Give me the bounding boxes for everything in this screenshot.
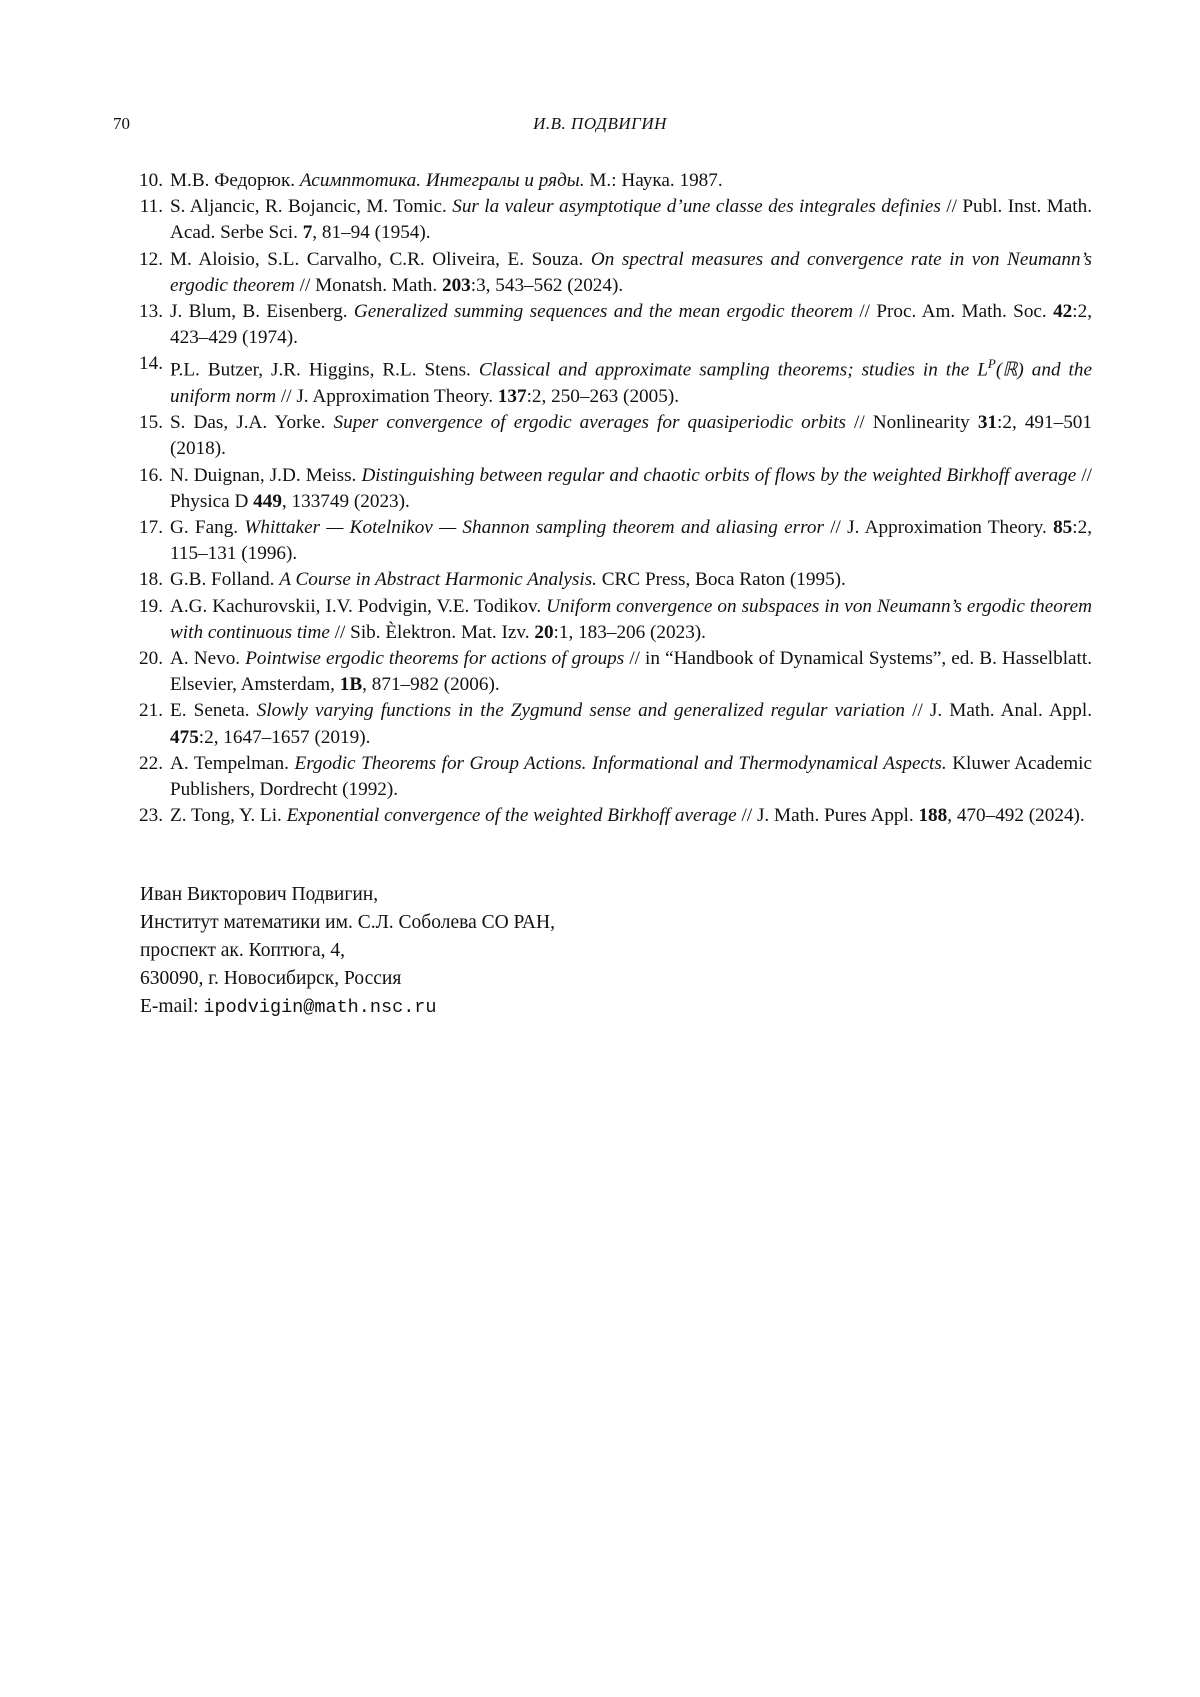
reference-source: М.: Наука. 1987. bbox=[584, 170, 723, 191]
reference-pages-year: :1, 183–206 (2023). bbox=[553, 621, 706, 643]
reference-item bbox=[125, 463, 1092, 515]
reference-pages-year: :2, 115–131 (1996). bbox=[170, 517, 1092, 565]
reference-authors: A. Nevo. bbox=[170, 648, 246, 670]
reference-item bbox=[125, 410, 1092, 462]
reference-number: 14. bbox=[139, 353, 163, 375]
reference-pages-year: :2, 491–501 (2018). bbox=[170, 412, 1092, 460]
reference-source: // J. Approximation Theory. bbox=[276, 386, 498, 408]
reference-source: // J. Approximation Theory. bbox=[823, 517, 1054, 539]
reference-item bbox=[125, 168, 1092, 194]
reference-volume: 31 bbox=[977, 412, 998, 434]
reference-title: Ergodic Theorems for Group Actions. Informational and Thermodynamical Aspects. bbox=[294, 752, 947, 774]
page-number: 70 bbox=[113, 114, 130, 133]
author-institution: Институт математики им. С.Л. Соболева СО РАН, bbox=[140, 912, 555, 933]
reference-pages-year: , 871–982 (2006). bbox=[362, 674, 500, 696]
reference-title: Classical and approximate sampling theorems; studies in the L bbox=[478, 359, 988, 381]
reference-title: On spectral measures and convergence rate in von Neumann’s ergodic theorem bbox=[170, 248, 1092, 296]
reference-pages-year: , 470–492 (2024). bbox=[947, 805, 1085, 827]
reference-title: Uniform convergence on subspaces in von Neumann’s ergodic theorem with continuous time bbox=[170, 595, 1092, 643]
reference-volume: 188 bbox=[918, 805, 948, 827]
reference-title: Pointwise ergodic theorems for actions of groups bbox=[245, 648, 625, 670]
reference-pages-year: :2, 1647–1657 (2019). bbox=[198, 726, 371, 748]
reference-authors: A.G. Kachurovskii, I.V. Podvigin, V.E. Todikov. bbox=[170, 595, 547, 617]
reference-number: 21. bbox=[139, 700, 163, 722]
reference-authors: G. Fang. bbox=[170, 517, 245, 539]
reference-pages-year: :2, 423–429 (1974). bbox=[170, 301, 1092, 349]
reference-title: Асимптотика. Интегралы и ряды. bbox=[299, 170, 585, 191]
reference-source: // J. Math. Anal. Appl. bbox=[904, 700, 1092, 722]
author-city: 630090, г. Новосибирск, Россия bbox=[140, 968, 402, 989]
reference-authors: M. Aloisio, S.L. Carvalho, C.R. Oliveira, E. Souza. bbox=[170, 248, 591, 270]
reference-item bbox=[125, 247, 1092, 299]
reference-item bbox=[125, 299, 1092, 351]
reference-authors: М.В. Федорюк. bbox=[170, 170, 300, 191]
reference-list bbox=[125, 168, 1092, 829]
reference-item bbox=[125, 594, 1092, 646]
reference-number: 11. bbox=[139, 196, 163, 218]
reference-pages-year: , 81–94 (1954). bbox=[312, 222, 431, 244]
email-label: E-mail: bbox=[140, 996, 204, 1017]
reference-item bbox=[125, 646, 1092, 698]
reference-item bbox=[125, 194, 1092, 246]
reference-title: Generalized summing sequences and the mean ergodic theorem bbox=[353, 301, 853, 323]
author-email-line bbox=[140, 993, 555, 1022]
reference-title-continued: (ℝ) and the uniform norm bbox=[170, 359, 1092, 408]
reference-number: 15. bbox=[139, 412, 163, 434]
reference-number: 20. bbox=[139, 648, 163, 670]
reference-title: Exponential convergence of the weighted Birkhoff average bbox=[286, 805, 737, 827]
reference-source: // Sib. Èlektron. Mat. Izv. bbox=[329, 621, 535, 643]
reference-item bbox=[125, 351, 1092, 410]
reference-volume: 7 bbox=[302, 222, 313, 244]
reference-pages-year: :2, 250–263 (2005). bbox=[526, 386, 680, 408]
reference-number: 22. bbox=[139, 752, 163, 774]
reference-item bbox=[125, 751, 1092, 803]
reference-source: // Proc. Am. Math. Soc. bbox=[852, 301, 1054, 323]
reference-item bbox=[125, 698, 1092, 750]
reference-volume: 203 bbox=[441, 274, 471, 296]
reference-number: 18. bbox=[139, 569, 163, 591]
reference-volume: 449 bbox=[253, 490, 282, 512]
author-street: проспект ак. Коптюга, 4, bbox=[140, 940, 345, 961]
reference-volume: 42 bbox=[1053, 301, 1073, 323]
reference-authors: N. Duignan, J.D. Meiss. bbox=[170, 464, 362, 486]
reference-authors: Z. Tong, Y. Li. bbox=[170, 805, 287, 827]
reference-source: // Publ. Inst. Math. Acad. Serbe Sci. bbox=[170, 196, 1092, 244]
reference-source: // Nonlinearity bbox=[845, 412, 978, 434]
reference-title: Distinguishing between regular and chaotic orbits of flows by the weighted Birkhoff average bbox=[361, 464, 1077, 486]
reference-authors: S. Aljancic, R. Bojancic, M. Tomic. bbox=[170, 196, 453, 218]
reference-pages-year: , 133749 (2023). bbox=[281, 490, 410, 512]
reference-title: Slowly varying functions in the Zygmund sense and generalized regular variation bbox=[256, 700, 905, 722]
reference-number: 12. bbox=[139, 248, 163, 270]
reference-volume: 475 bbox=[170, 726, 199, 748]
reference-source: // in “Handbook of Dynamical Systems”, ed. B. Hasselblatt. Elsevier, Amsterdam, bbox=[170, 648, 1093, 696]
reference-source: // Physica D bbox=[170, 464, 1093, 512]
reference-superscript: P bbox=[987, 356, 996, 372]
reference-item bbox=[125, 803, 1092, 829]
reference-title: Whittaker — Kotelnikov — Shannon sampling theorem and aliasing error bbox=[244, 517, 824, 539]
email-address[interactable]: ipodvigin@math.nsc.ru bbox=[203, 997, 437, 1018]
reference-number: 19. bbox=[139, 595, 163, 617]
reference-source: Kluwer Academic Publishers, Dordrecht (1992). bbox=[170, 752, 1092, 801]
reference-number: 23. bbox=[139, 805, 163, 827]
reference-number: 13. bbox=[139, 301, 163, 323]
reference-authors: J. Blum, B. Eisenberg. bbox=[170, 301, 354, 323]
reference-source: // J. Math. Pures Appl. bbox=[736, 805, 919, 827]
reference-number: 16. bbox=[139, 464, 163, 486]
reference-item bbox=[125, 567, 1092, 593]
reference-item bbox=[125, 515, 1092, 567]
reference-title: Sur la valeur asymptotique d’une classe des integrales definies bbox=[452, 196, 941, 218]
reference-authors: S. Das, J.A. Yorke. bbox=[170, 412, 334, 434]
reference-authors: A. Tempelman. bbox=[170, 752, 295, 774]
reference-number: 10. bbox=[139, 170, 163, 191]
reference-number: 17. bbox=[139, 517, 163, 539]
reference-authors: G.B. Folland. bbox=[170, 569, 280, 591]
running-head: И.В. ПОДВИГИН bbox=[533, 114, 667, 133]
reference-authors: E. Seneta. bbox=[170, 700, 257, 722]
reference-volume: 137 bbox=[497, 386, 527, 408]
reference-title: A Course in Abstract Harmonic Analysis. bbox=[279, 569, 597, 591]
author-address bbox=[140, 881, 555, 1022]
reference-authors: P.L. Butzer, J.R. Higgins, R.L. Stens. bbox=[170, 359, 479, 381]
reference-volume: 1B bbox=[339, 674, 363, 696]
reference-pages-year: :3, 543–562 (2024). bbox=[470, 274, 624, 296]
reference-source: CRC Press, Boca Raton (1995). bbox=[596, 569, 846, 591]
reference-volume: 20 bbox=[534, 621, 554, 643]
reference-volume: 85 bbox=[1053, 517, 1073, 539]
author-name: Иван Викторович Подвигин, bbox=[140, 884, 379, 905]
reference-source: // Monatsh. Math. bbox=[294, 274, 442, 296]
reference-title: Super convergence of ergodic averages for quasiperiodic orbits bbox=[333, 412, 846, 434]
